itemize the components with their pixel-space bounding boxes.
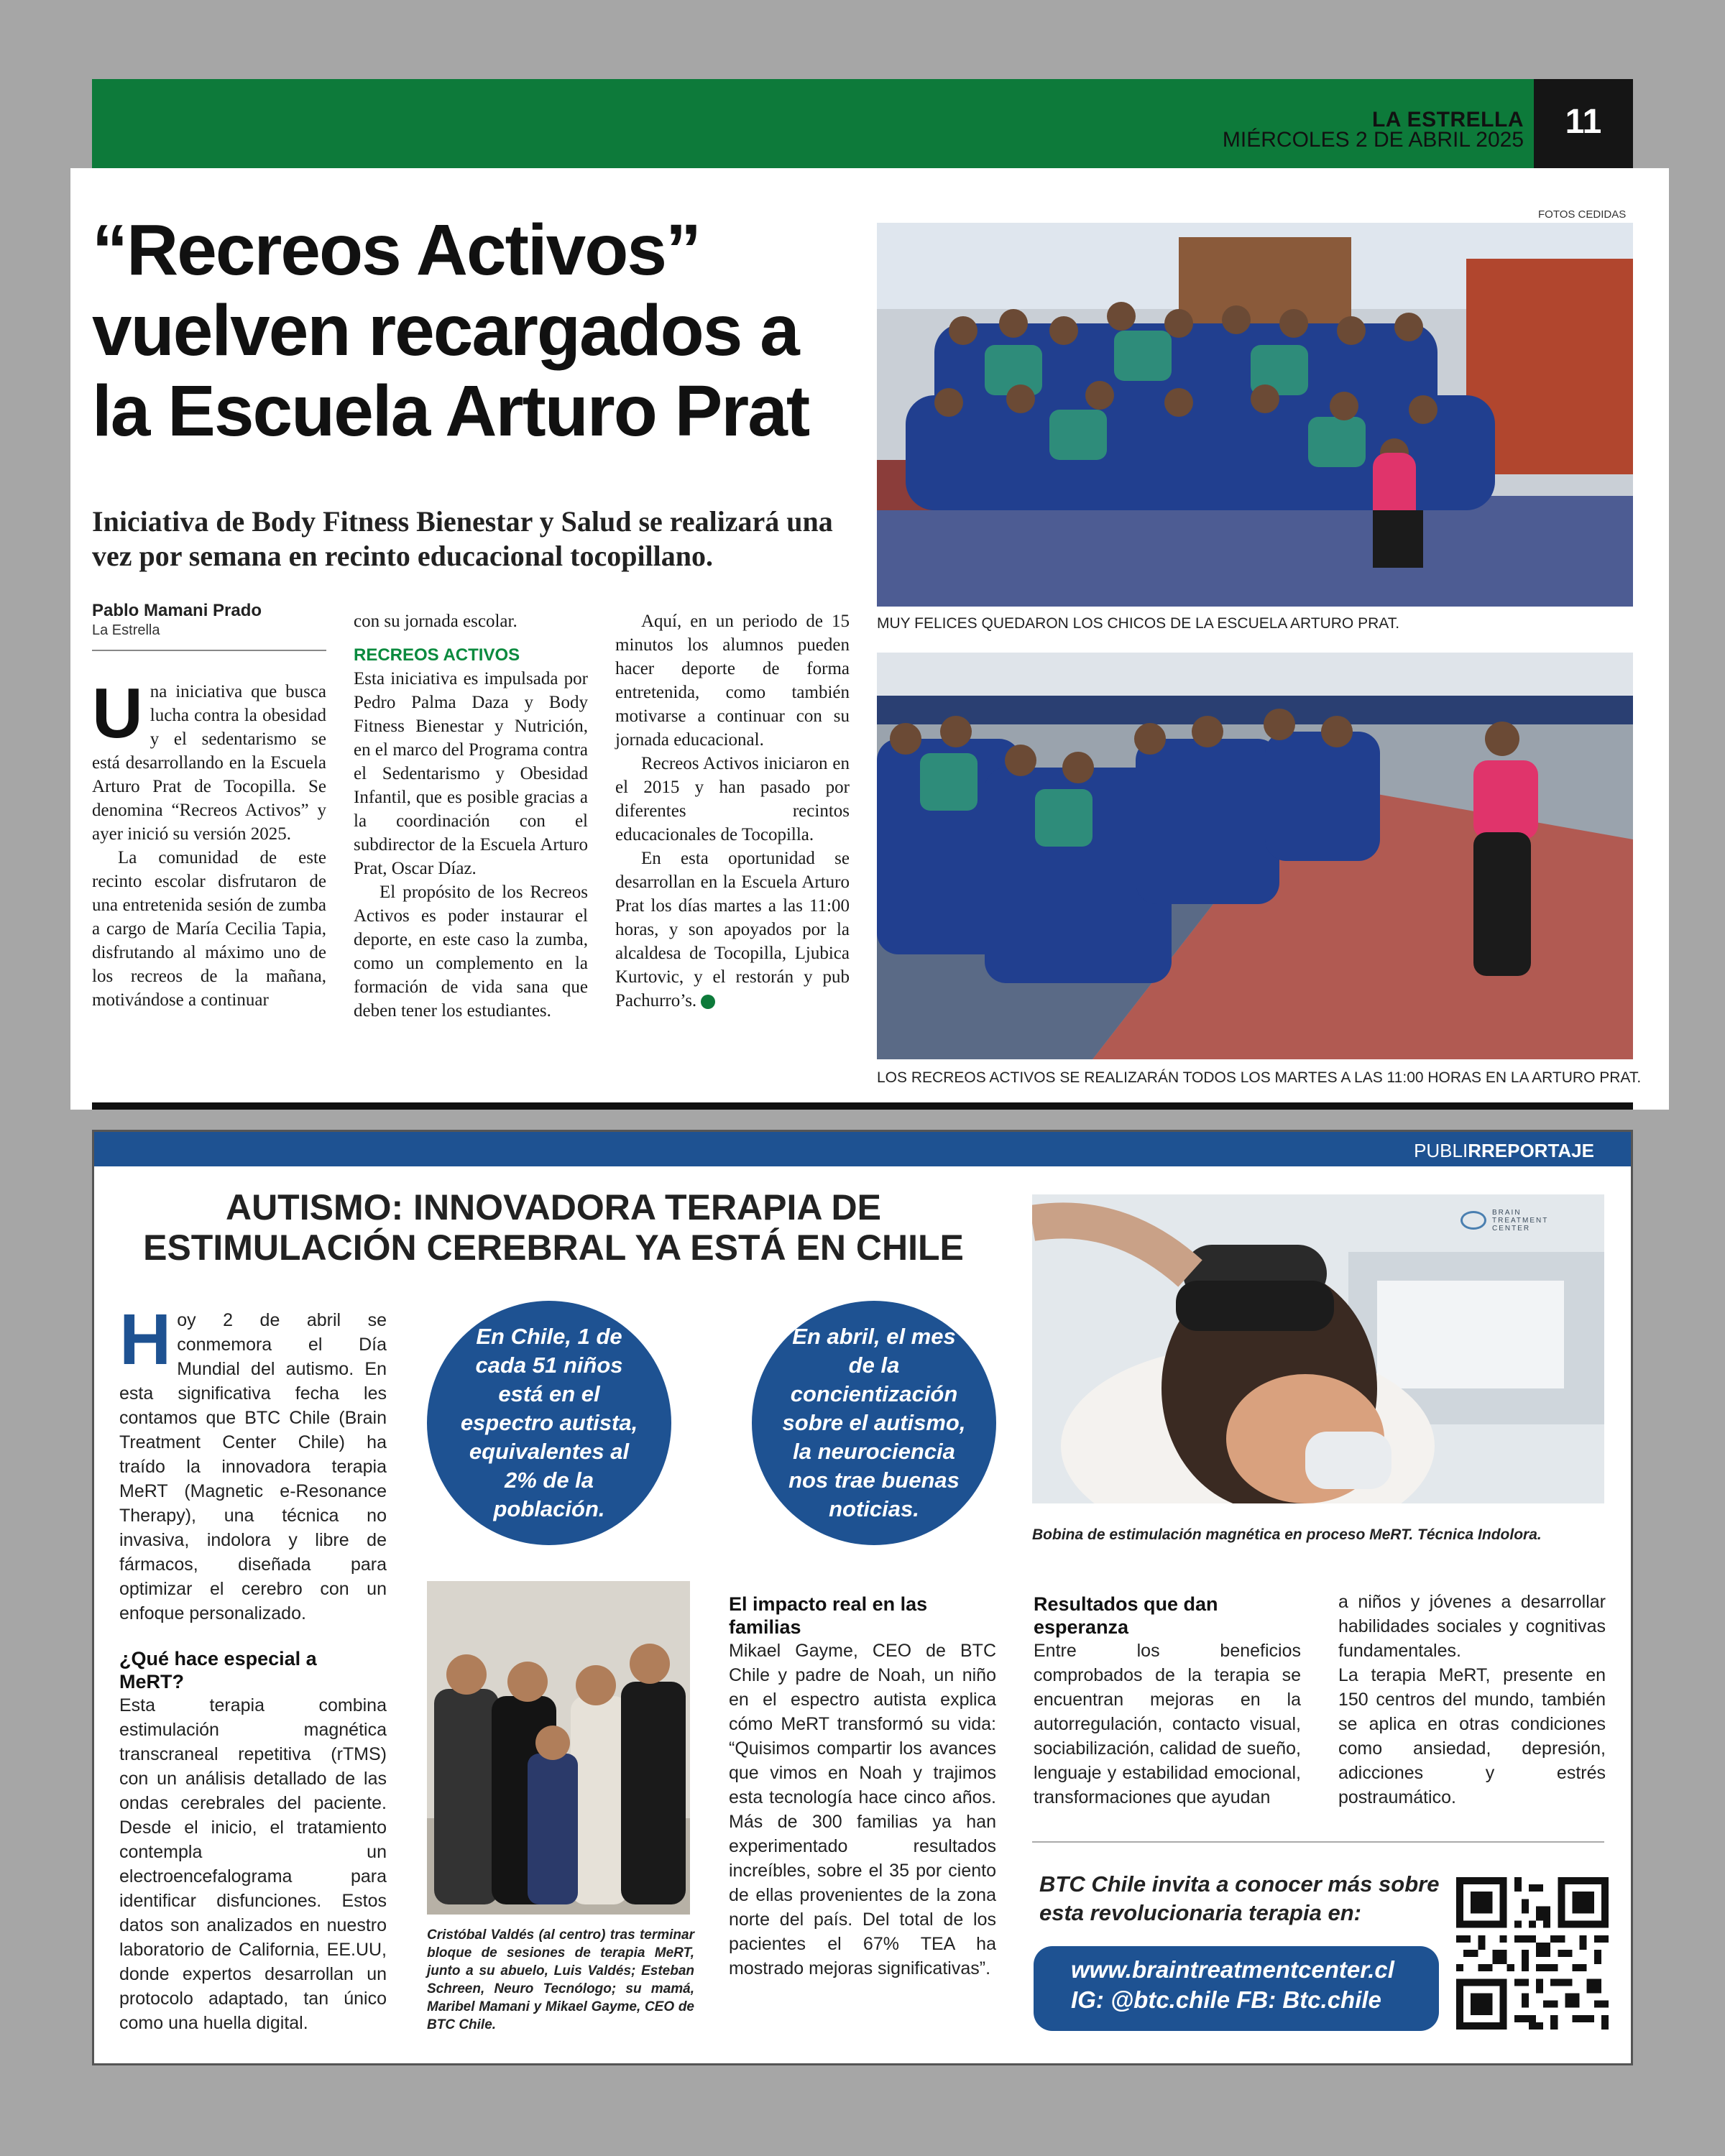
page-number: 11 — [1565, 103, 1602, 141]
photo-caption: MUY FELICES QUEDARON LOS CHICOS DE LA ESCUELA ARTURO PRAT. — [877, 615, 1400, 632]
photo-credit: FOTOS CEDIDAS — [1538, 208, 1627, 221]
website-link[interactable]: www.braintreatmentcenter.cl — [1071, 1956, 1394, 1983]
stat-bubble: En abril, el mes de la concientización sobre el autismo, la neurociencia nos trae buenas noticias. — [752, 1301, 996, 1545]
ad-column-5 — [1338, 1590, 1606, 1810]
brain-treatment-center-logo — [1460, 1204, 1583, 1236]
therapy-coil-photo — [1032, 1194, 1604, 1503]
ad-column-3 — [729, 1593, 996, 1981]
article-paragraph: Esta iniciativa es impulsada por Pedro Palma Daza y Body Fitness Bienestar y Nutrición, en el marco del Programa contra el Sedentarismo y Obesidad Infantil, que es posible gracias a la coordinación con el subdirector de la Escuela Arturo Prat, Oscar Díaz. — [354, 669, 588, 878]
article-divider — [92, 1102, 1633, 1110]
family-group-photo — [427, 1581, 690, 1915]
stat-bubble: En Chile, 1 de cada 51 niños está en el espectro autista, equivalentes al 2% de la población. — [427, 1301, 671, 1545]
byline-outlet: La Estrella — [92, 622, 160, 638]
ad-headline: AUTISMO: INNOVADORA TERAPIA DE ESTIMULACIÓN CEREBRAL YA ESTÁ EN CHILE — [143, 1187, 964, 1268]
students-group-photo — [877, 223, 1633, 607]
ad-column-4 — [1034, 1593, 1301, 1810]
section-heading: El impacto real en las familias — [729, 1593, 928, 1638]
drop-cap: U — [92, 673, 143, 752]
publireportaje-label — [1366, 1140, 1594, 1162]
article-paragraph: na iniciativa que busca lucha contra la obesidad y el sedentarismo se está desarrollando en la Escuela Arturo Prat de Tocopilla. Se denomina “Recreos Activos” y ayer inició su versión 2025. — [92, 682, 326, 844]
ad-column-1 — [119, 1299, 387, 2035]
article-paragraph: La comunidad de este recinto escolar disfrutaron de una entretenida sesión de zumba a cargo de María Cecilia Tapia, disfrutando al máximo uno de los recreos de la mañana, motivándose a continuar — [92, 848, 326, 1010]
newspaper-name: LA ESTRELLA — [1371, 108, 1524, 132]
logo-text: BRAIN TREATMENT CENTER — [1492, 1208, 1549, 1233]
article-paragraph: con su jornada escolar. — [354, 612, 518, 631]
photo-caption: Cristóbal Valdés (al centro) tras terminar bloque de sesiones de terapia MeRT, junto a su abuelo, Luis Valdés; Esteban Schreen, Neuro Tecnólogo; su mamá, Maribel Mamani y Mikael Gayme, CEO de BTC Chile. — [427, 1927, 694, 2032]
label-bold: RREPORTAJE — [1468, 1140, 1594, 1161]
ad-paragraph: oy 2 de abril se conmemora el Día Mundial del autismo. En esta significativa fecha les contamos que BTC Chile (Brain Treatment Center Chile) ha traído la innovadora terapia MeRT (Magnetic e-Resonance Therapy), una técnica no invasiva, indolora y libre de fármacos, diseñada para optimizar el cerebro con un enfoque personalizado. — [119, 1310, 387, 1623]
drop-cap: H — [119, 1299, 172, 1380]
issue-date: MIÉRCOLES 2 DE ABRIL 2025 — [1222, 128, 1524, 152]
photo-caption: Bobina de estimulación magnética en proceso MeRT. Técnica Indolora. — [1032, 1526, 1542, 1543]
byline-divider — [92, 650, 326, 651]
article-column-1 — [92, 673, 326, 1012]
zumba-session-photo — [877, 653, 1633, 1059]
article-column-3 — [615, 609, 850, 1013]
article-paragraph: El propósito de los Recreos Activos es poder instaurar el deporte, en este caso la zumba, como un complemento en la formación de vida sana que deben tener los estudiantes. — [354, 883, 588, 1021]
section-heading: Resultados que dan esperanza — [1034, 1593, 1218, 1638]
qr-code[interactable] — [1456, 1877, 1609, 2030]
ad-paragraph: Entre los beneficios comprobados de la terapia se encuentran mejoras en la autorregulación, contacto visual, sociabilización, calidad de sueño, lenguaje y estabilidad emocional, transformaciones que ayudan — [1034, 1641, 1301, 1807]
article-paragraph: Recreos Activos iniciaron en el 2015 y han pasado por diferentes recintos educacionales de Tocopilla. — [615, 754, 850, 844]
social-handles[interactable]: IG: @btc.chile FB: Btc.chile — [1071, 1986, 1381, 2013]
article-headline: “Recreos Activos” vuelven recargados a la Escuela Arturo Prat — [92, 210, 809, 451]
brain-logo-icon — [1460, 1211, 1486, 1230]
ad-paragraph: Esta terapia combina estimulación magnética transcraneal repetitiva (rTMS) con un análisis detallado de las ondas cerebrales del paciente. Desde el inicio, el tratamiento contempla un electroencefalograma para identificar disfunciones. Estos datos son analizados en nuestro laboratorio de California, EE.UU, donde expertos desarrollan un protocolo adaptado, tan único como una huella digital. — [119, 1695, 387, 2033]
article-paragraph: En esta oportunidad se desarrollan en la Escuela Arturo Prat los días martes a las 11:00 horas, y son apoyados por la alcaldesa de Tocopilla, Ljubica Kurtovic, y el restorán y pub Pachurro’s. — [615, 849, 850, 1010]
photo-caption: LOS RECREOS ACTIVOS SE REALIZARÁN TODOS LOS MARTES A LAS 11:00 HORAS EN LA ARTURO PRAT. — [877, 1069, 1642, 1086]
article-column-2 — [354, 609, 588, 1023]
end-of-article-icon: ✦ — [701, 995, 715, 1009]
byline-author: Pablo Mamani Prado — [92, 601, 262, 620]
label-prefix: PUBLI — [1414, 1140, 1468, 1161]
article-paragraph: Aquí, en un periodo de 15 minutos los alumnos pueden hacer deporte de forma entretenida, como también motivarse a continuar con su jornada educacional. — [615, 612, 850, 750]
ad-paragraph: Mikael Gayme, CEO de BTC Chile y padre de Noah, un niño en el espectro autista explica cómo MeRT transformó su vida: “Quisimos compartir los avances que vimos en Noah y trajimos esta tecnología hace cinco años. Más de 300 familias ya han experimentado resultados increíbles, sobre el 35 por ciento de ellas provenientes de la zona norte del país. Del total de los pacientes el 67% TEA ha mostrado mejoras significativas”. — [729, 1641, 996, 1978]
section-subhead: RECREOS ACTIVOS — [354, 645, 520, 665]
cta-text: BTC Chile invita a conocer más sobre esta revolucionaria terapia en: — [1039, 1871, 1440, 1925]
article-deck: Iniciativa de Body Fitness Bienestar y Salud se realizará una vez por semana en recinto educacional tocopillano. — [92, 505, 833, 572]
cta-divider — [1032, 1841, 1604, 1843]
ad-paragraph: a niños y jóvenes a desarrollar habilidades sociales y cognitivas fundamentales. — [1338, 1592, 1606, 1661]
ad-paragraph: La terapia MeRT, presente en 150 centros del mundo, también se aplica en otras condiciones como ansiedad, depresión, adicciones y estrés postraumático. — [1338, 1665, 1606, 1807]
section-heading: ¿Qué hace especial a MeRT? — [119, 1648, 317, 1692]
